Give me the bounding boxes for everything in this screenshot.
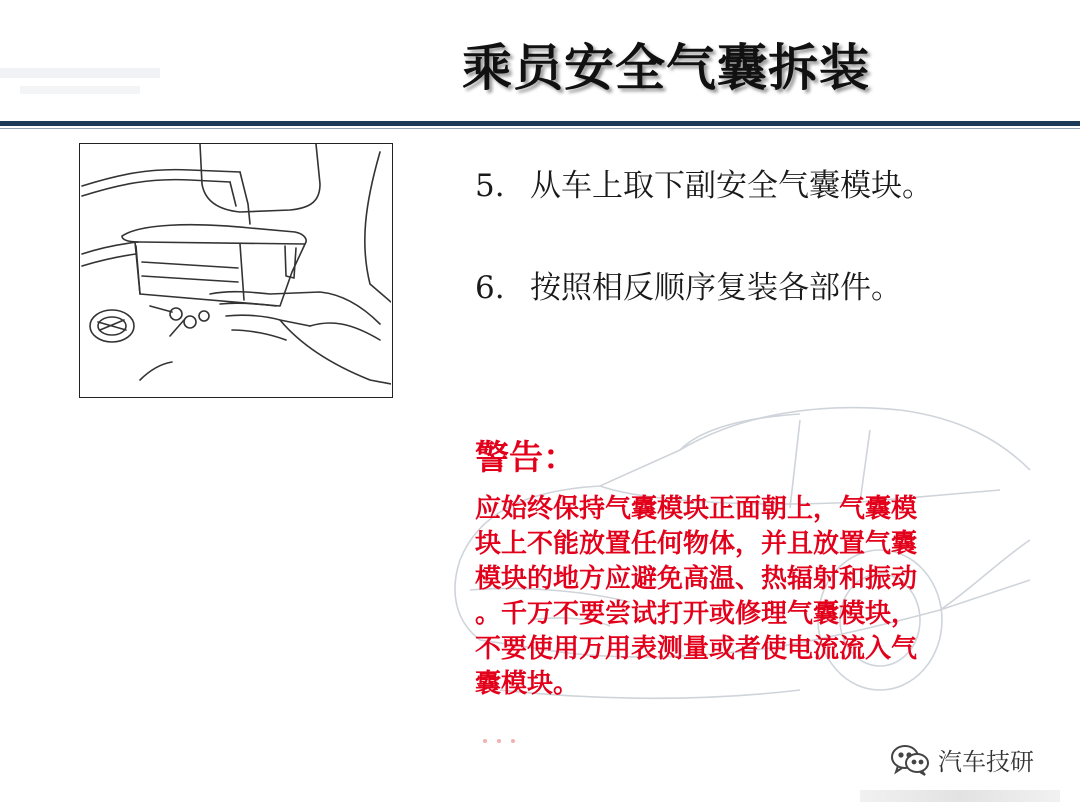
warning-line: 囊模块。 <box>475 669 580 699</box>
header-divider-thin <box>0 128 1080 129</box>
warning-line: 模块的地方应避免高温、热辐射和振动 <box>475 564 918 594</box>
step-number: 6. <box>475 270 505 306</box>
warning-line: 应始终保持气囊模块正面朝上，气囊模 <box>475 494 918 524</box>
faint-decoration <box>475 738 555 744</box>
page-title: 乘员安全气囊拆装 <box>462 39 870 97</box>
step-text: 从车上取下副安全气囊模块。 <box>530 168 933 204</box>
wechat-icon <box>890 743 930 777</box>
header-divider <box>0 121 1080 126</box>
airbag-removal-illustration <box>79 143 393 398</box>
warning-line: 不要使用万用表测量或者使电流流入气 <box>475 634 918 664</box>
watermark <box>890 742 1034 777</box>
step-6 <box>475 262 902 307</box>
step-5 <box>475 160 933 205</box>
step-text: 按照相反顺序复装各部件。 <box>530 270 902 306</box>
warning-line: 块上不能放置任何物体，并且放置气囊 <box>475 529 918 559</box>
warning-line: 。千万不要尝试打开或修理气囊模块， <box>475 599 918 629</box>
faint-logo-mark <box>0 60 200 110</box>
watermark-text: 汽车技研 <box>938 748 1034 776</box>
faint-footer-text <box>860 790 1060 802</box>
step-number: 5. <box>475 168 505 204</box>
warning-heading: 警告： <box>475 438 577 478</box>
warning-body <box>475 492 995 702</box>
